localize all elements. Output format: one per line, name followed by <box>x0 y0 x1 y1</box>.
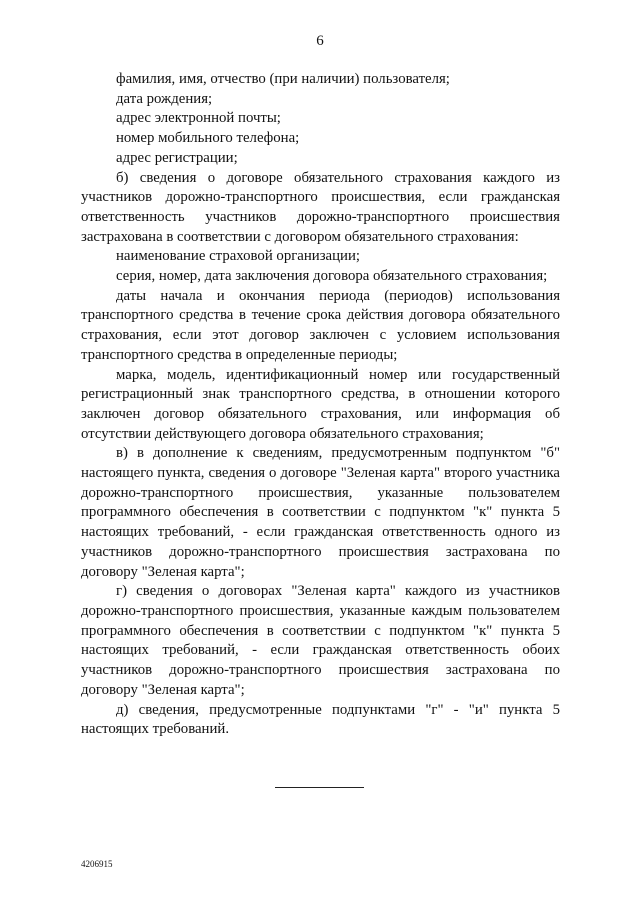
paragraph-birth-date: дата рождения; <box>116 90 213 107</box>
footer-document-code: 4206915 <box>81 859 113 869</box>
paragraph-email: адрес электронной почты; <box>116 110 281 127</box>
paragraph-usage-period: даты начала и окончания периода (периодов) использования транспортного средства в течение срока действия договора обязательного страхования, если этот договор заключен с условием использования транспортного средства в определенные периоды; <box>81 287 560 363</box>
paragraph-item-b: б) сведения о договоре обязательного страхования каждого из участников дорожно-транспортного происшествия, если гражданская ответственность участников дорожно-транспортного происшествия застрахована в соответствии с договором обязательного страхования: <box>81 169 560 245</box>
paragraph-item-d: д) сведения, предусмотренные подпунктами "г" - "и" пункта 5 настоящих требований. <box>81 701 560 738</box>
separator-line <box>275 787 364 788</box>
paragraph-vehicle-info: марка, модель, идентификационный номер или государственный регистрационный знак транспортного средства, в отношении которого заключен договор обязательного страхования, или информация об отсутствии действующего договора обязательного страхования; <box>81 366 560 442</box>
page-number: 6 <box>316 33 324 49</box>
paragraph-registration-address: адрес регистрации; <box>116 149 238 166</box>
paragraph-item-g: г) сведения о договорах "Зеленая карта" каждого из участников дорожно-транспортного происшествия, указанные каждым пользователем программного обеспечения в соответствии с подпунктом "к" пункта 5 настоящих требований, - если гражданская ответственность обоих участников дорожно-транспортного происшествия застрахована по договору "Зеленая карта"; <box>81 583 560 698</box>
paragraph-insurer-name: наименование страховой организации; <box>116 248 360 265</box>
document-body <box>81 70 560 740</box>
paragraph-mobile-phone: номер мобильного телефона; <box>116 130 300 147</box>
paragraph-item-v: в) в дополнение к сведениям, предусмотренным подпунктом "б" настоящего пункта, сведения о договоре "Зеленая карта" второго участника дорожно-транспортного происшествия, указанные пользователем программного обеспечения в соответствии с подпунктом "к" пункта 5 настоящих требований, - если гражданская ответственность одного из участников дорожно-транспортного происшествия застрахована по договору "Зеленая карта"; <box>81 445 560 580</box>
paragraph-full-name: фамилия, имя, отчество (при наличии) пользователя; <box>116 71 450 87</box>
paragraph-contract-number: серия, номер, дата заключения договора обязательного страхования; <box>116 268 548 285</box>
